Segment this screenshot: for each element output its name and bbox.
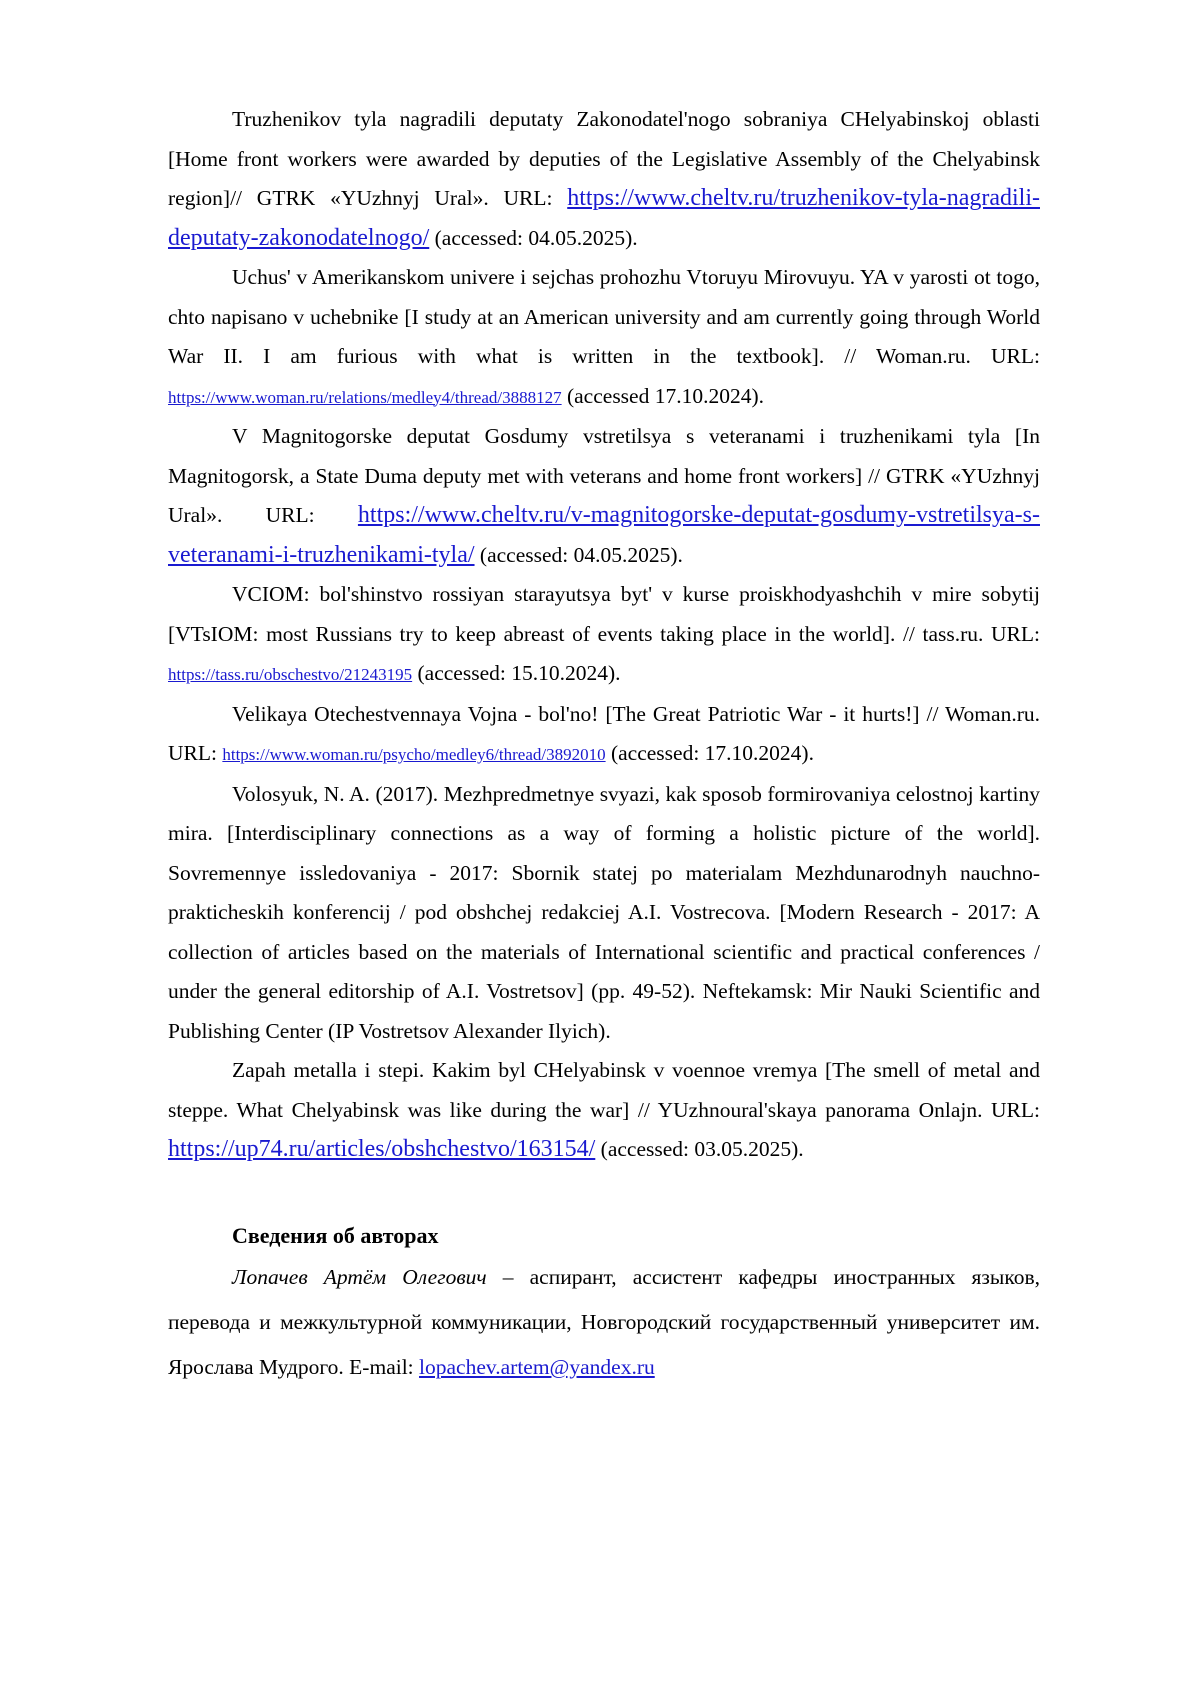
reference-entry (168, 775, 1040, 1052)
reference-url-link[interactable]: https://www.woman.ru/relations/medley4/thread/3888127 (168, 387, 562, 407)
reference-access-note: (accessed: 04.05.2025). (474, 542, 683, 567)
author-entry (168, 1255, 1040, 1390)
author-email-link[interactable]: lopachev.artem@yandex.ru (419, 1355, 655, 1379)
reference-access-note: (accessed: 17.10.2024). (605, 741, 814, 765)
author-name: Лопачев Артём Олегович (232, 1265, 487, 1289)
reference-entry (168, 417, 1040, 575)
reference-url-link[interactable]: https://www.cheltv.ru/truzhenikov-tyla-nagradili-deputaty-zakonodatelnogo/ (168, 185, 1040, 251)
reference-access-note: (accessed 17.10.2024). (561, 383, 765, 408)
reference-url-link[interactable]: https://www.woman.ru/psycho/medley6/thread/3892010 (222, 745, 606, 764)
reference-entry (168, 1051, 1040, 1170)
reference-access-note: (accessed: 03.05.2025). (595, 1137, 804, 1161)
reference-entry (168, 695, 1040, 775)
author-description: – аспирант, ассистент кафедры иностранных языков, перевода и межкультурной коммуникации, Новгородский государственный университет им. Ярослава Мудрого. E-mail: (168, 1265, 1040, 1379)
authors-section-title: Сведения об авторах (232, 1222, 439, 1248)
document-body (168, 100, 1040, 1390)
reference-text: Velikaya Otechestvennaya Vojna - bol'no! [The Great Patriotic War - it hurts!] // Woman.ru. URL: (168, 701, 1040, 765)
reference-access-note: (accessed: 04.05.2025). (429, 225, 638, 250)
reference-text: Uchus' v Amerikanskom univere i sejchas prohozhu Vtoruyu Mirovuyu. YA v yarosti ot togo, chto napisano v uchebnike [I study at an American university and am currently going through World War II. I am furious with what is written in the textbook]. // Woman.ru. URL: (168, 265, 1040, 368)
reference-url-link[interactable]: https://up74.ru/articles/obshchestvo/163154/ (168, 1136, 596, 1162)
reference-text: VCIOM: bol'shinstvo rossiyan starayutsya byt' v kurse proiskhodyashchih v mire sobytij [VTsIOM: most Russians try to keep abreast of events taking place in the world]. // tass.ru. URL: (168, 582, 1040, 646)
reference-url-link[interactable]: https://tass.ru/obschestvo/21243195 (168, 665, 413, 684)
reference-url-link[interactable]: https://www.cheltv.ru/v-magnitogorske-deputat-gosdumy-vstretilsya-s-veteranami-i-truzhenikami-tyla/ (168, 502, 1040, 568)
reference-access-note: (accessed: 15.10.2024). (412, 661, 621, 685)
reference-text: V Magnitogorske deputat Gosdumy vstretilsya s veteranami i truzhenikami tyla [In Magnitogorsk, a State Duma deputy met with veterans and home front workers] // GTRK «YUzhnyj Ural». URL: (168, 424, 1040, 527)
reference-entry (168, 100, 1040, 258)
reference-entry (168, 258, 1040, 417)
section-spacer (168, 1170, 1040, 1216)
reference-text: Volosyuk, N. A. (2017). Mezhpredmetnye svyazi, kak sposob formirovaniya celostnoj kartiny mira. [Interdisciplinary connections as a way of forming a holistic picture of the world]. Sovremennye issledovaniya - 2017: Sbornik statej po materialam Mezhdunarodnyh nauchno-prakticheskih konferencij / pod obshchej redakciej A.I. Vostrecova. [Modern Research - 2017: A collection of articles based on the materials of International scientific and practical conferences / under the general editorship of A.I. Vostretsov] (pp. 49-52). Neftekamsk: Mir Nauki Scientific and Publishing Center (IP Vostretsov Alexander Ilyich). (168, 781, 1040, 1043)
reference-text: Zapah metalla i stepi. Kakim byl CHelyabinsk v voennoe vremya [The smell of metal and steppe. What Chelyabinsk was like during the war] // YUzhnoural'skaya panorama Onlajn. URL: (168, 1058, 1040, 1122)
reference-entry (168, 575, 1040, 695)
reference-text: Truzhenikov tyla nagradili deputaty Zakonodatel'nogo sobraniya CHelyabinskoj oblasti [Home front workers were awarded by deputies of the Legislative Assembly of the Chelyabinsk region]// GTRK «YUzhnyj Ural». URL: (168, 107, 1040, 210)
